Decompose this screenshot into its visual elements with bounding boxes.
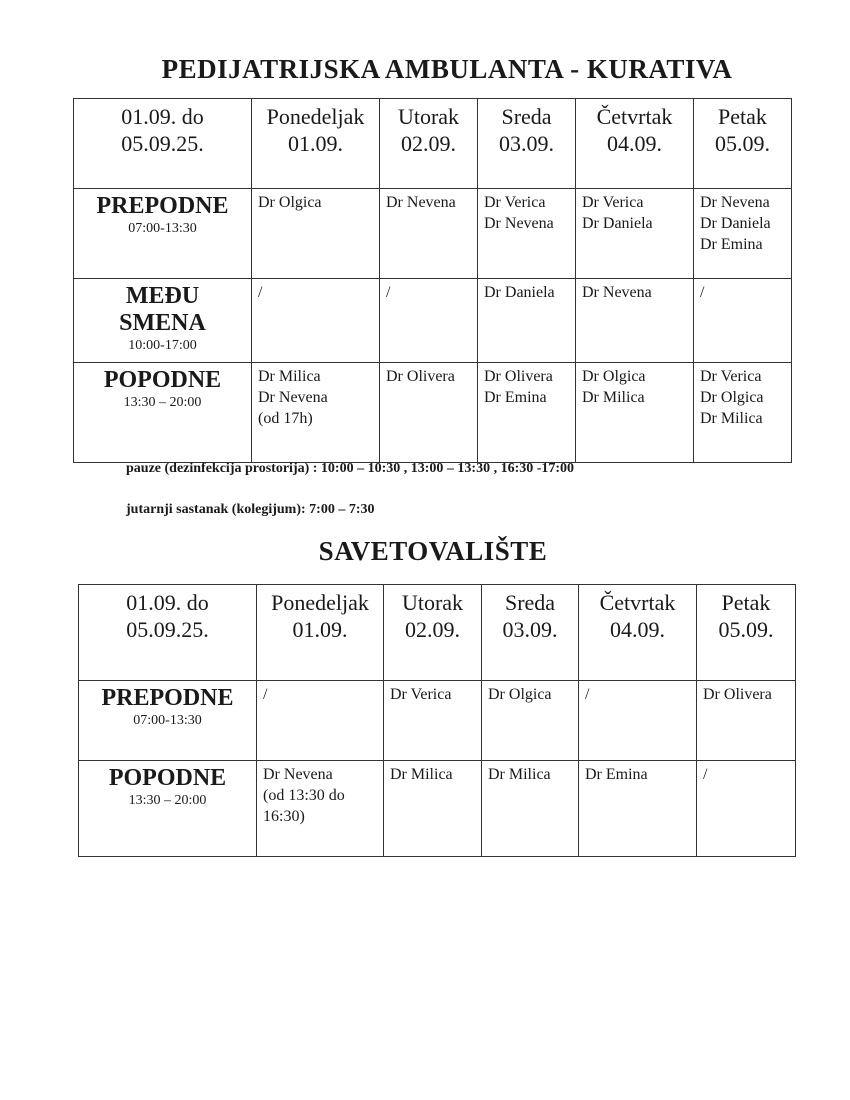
schedule-cell: Dr Nevena	[576, 279, 694, 363]
schedule-cell: Dr Milica	[384, 761, 482, 857]
kurativa-title: PEDIJATRIJSKA AMBULANTA - KURATIVA	[161, 54, 733, 84]
period-time: 13:30 – 20:00	[128, 793, 207, 808]
schedule-cell: /	[257, 681, 384, 761]
schedule-cell: Dr Verica Dr Olgica Dr Milica	[694, 363, 792, 463]
schedule-cell: Dr Verica	[384, 681, 482, 761]
day-header-tuesday: Utorak 02.09.	[380, 99, 478, 189]
schedule-cell: Dr Olgica	[252, 189, 380, 279]
table-row	[74, 363, 792, 463]
breaks-note: pauze (dezinfekcija prostorija) : 10:00 – 10:30 , 13:00 – 13:30 , 16:30 -17:00	[126, 461, 575, 476]
schedule-cell: Dr Nevena Dr Daniela Dr Emina	[694, 189, 792, 279]
savetovaliste-schedule-table	[78, 584, 796, 857]
period-name: PREPODNE	[96, 193, 229, 219]
schedule-cell: Dr Verica Dr Daniela	[576, 189, 694, 279]
schedule-cell: /	[697, 761, 796, 857]
day-header-wednesday: Sreda 03.09.	[478, 99, 576, 189]
schedule-cell: Dr Nevena (od 13:30 do 16:30)	[257, 761, 384, 857]
schedule-cell: Dr Verica Dr Nevena	[478, 189, 576, 279]
savetovaliste-header-row	[79, 585, 796, 681]
day-header-monday: Ponedeljak 01.09.	[257, 585, 384, 681]
table-row	[74, 189, 792, 279]
week-range-cell: 01.09. do 05.09.25.	[74, 99, 252, 189]
period-cell-prepodne	[79, 681, 257, 761]
schedule-cell: /	[252, 279, 380, 363]
day-header-friday: Petak 05.09.	[694, 99, 792, 189]
period-time: 07:00-13:30	[128, 221, 197, 236]
schedule-cell: /	[694, 279, 792, 363]
schedule-cell: Dr Milica	[482, 761, 579, 857]
period-time: 13:30 – 20:00	[123, 395, 202, 410]
schedule-cell: /	[380, 279, 478, 363]
schedule-cell: Dr Daniela	[478, 279, 576, 363]
schedule-cell: Dr Olivera Dr Emina	[478, 363, 576, 463]
day-header-wednesday: Sreda 03.09.	[482, 585, 579, 681]
schedule-cell: Dr Emina	[579, 761, 697, 857]
period-name: POPODNE	[108, 765, 227, 791]
period-cell-popodne	[74, 363, 252, 463]
table-row	[79, 681, 796, 761]
period-cell-prepodne	[74, 189, 252, 279]
schedule-cell: Dr Olgica	[482, 681, 579, 761]
schedule-cell: Dr Olivera	[380, 363, 478, 463]
meeting-note: jutarnji sastanak (kolegijum): 7:00 – 7:30	[126, 502, 375, 517]
day-header-friday: Petak 05.09.	[697, 585, 796, 681]
day-header-thursday: Četvrtak 04.09.	[576, 99, 694, 189]
period-cell-medjusmena	[74, 279, 252, 363]
savetovaliste-title: SAVETOVALIŠTE	[318, 536, 548, 566]
period-name: PREPODNE	[101, 685, 234, 711]
table-row	[74, 279, 792, 363]
schedule-cell: Dr Nevena	[380, 189, 478, 279]
period-name: MEĐU SMENA	[119, 283, 206, 336]
kurativa-schedule-table	[73, 98, 792, 463]
week-range-cell: 01.09. do 05.09.25.	[79, 585, 257, 681]
table-row	[79, 761, 796, 857]
schedule-cell: Dr Milica Dr Nevena (od 17h)	[252, 363, 380, 463]
period-time: 10:00-17:00	[128, 338, 197, 353]
schedule-cell: Dr Olivera	[697, 681, 796, 761]
period-name: POPODNE	[103, 367, 222, 393]
schedule-cell: /	[579, 681, 697, 761]
schedule-cell: Dr Olgica Dr Milica	[576, 363, 694, 463]
day-header-tuesday: Utorak 02.09.	[384, 585, 482, 681]
day-header-monday: Ponedeljak 01.09.	[252, 99, 380, 189]
period-time: 07:00-13:30	[133, 713, 202, 728]
day-header-thursday: Četvrtak 04.09.	[579, 585, 697, 681]
kurativa-header-row	[74, 99, 792, 189]
period-cell-popodne	[79, 761, 257, 857]
